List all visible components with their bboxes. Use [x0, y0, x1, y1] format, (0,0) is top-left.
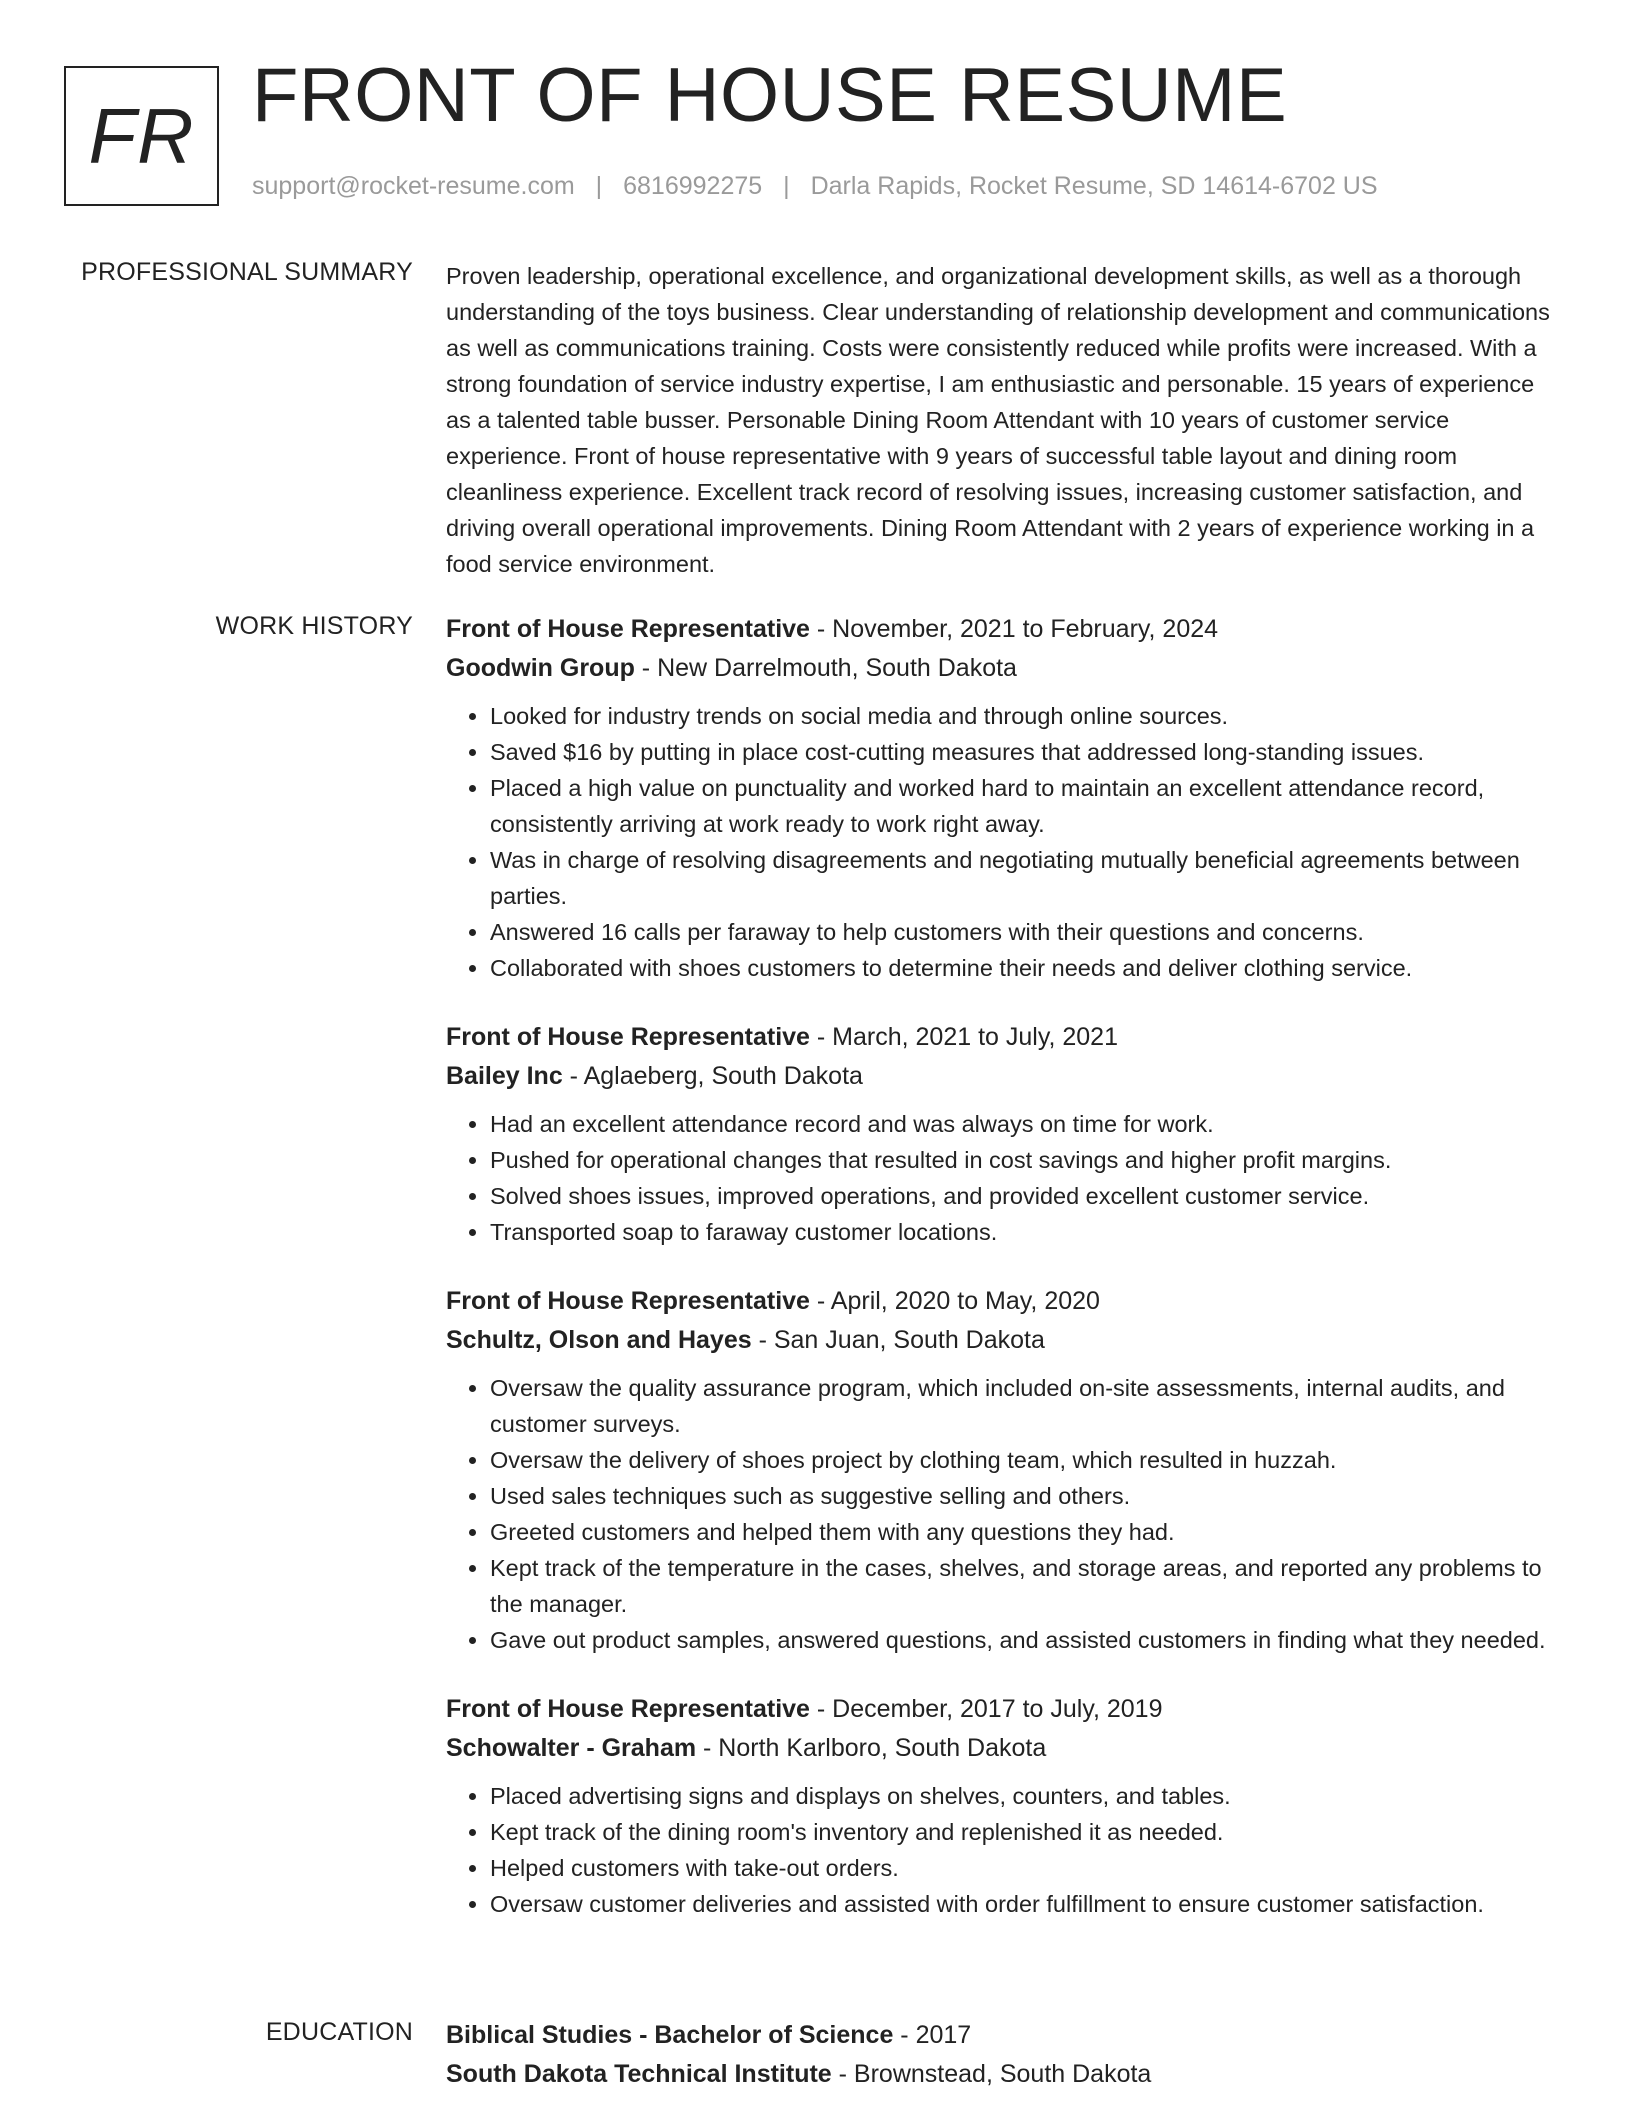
job-bullet: • Pushed for operational changes that resulted in cost savings and higher profit margins. — [490, 1142, 1562, 1178]
job-bullet: • Helped customers with take-out orders. — [490, 1850, 1562, 1886]
job-bullets — [446, 1370, 1562, 1658]
job-bullet: • Kept track of the dining room's inventory and replenished it as needed. — [490, 1814, 1562, 1850]
job-dates: - March, 2021 to July, 2021 — [809, 1023, 1118, 1051]
job-role: Front of House Representative — [446, 615, 810, 643]
job-company-line — [446, 1729, 1562, 1768]
job-bullet: • Used sales techniques such as suggestive selling and others. — [490, 1478, 1562, 1514]
contact-phone[interactable]: 6816992275 — [623, 172, 763, 200]
education-location: - Brownstead, South Dakota — [831, 2060, 1152, 2088]
education-body — [446, 2016, 1562, 2094]
job-location: - New Darrelmouth, South Dakota — [634, 654, 1017, 682]
job-dates: - April, 2020 to May, 2020 — [809, 1287, 1100, 1315]
job-bullet: • Collaborated with shoes customers to determine their needs and deliver clothing service. — [490, 950, 1562, 986]
job-role-line — [446, 1018, 1562, 1057]
job-bullet: • Was in charge of resolving disagreements and negotiating mutually beneficial agreements between parties. — [490, 842, 1562, 914]
job-dates: - December, 2017 to July, 2019 — [809, 1695, 1163, 1723]
job-role-line — [446, 1282, 1562, 1321]
job-entry — [446, 610, 1562, 986]
job-bullet: • Looked for industry trends on social media and through online sources. — [490, 698, 1562, 734]
job-bullet: • Gave out product samples, answered questions, and assisted customers in finding what they needed. — [490, 1622, 1562, 1658]
job-bullets — [446, 1778, 1562, 1922]
job-bullet: • Transported soap to faraway customer locations. — [490, 1214, 1562, 1250]
job-company: Goodwin Group — [446, 654, 635, 682]
job-dates: - November, 2021 to February, 2024 — [809, 615, 1219, 643]
contact-separator: | — [783, 172, 790, 200]
section-title-summary: PROFESSIONAL SUMMARY — [81, 258, 413, 286]
job-bullets — [446, 1106, 1562, 1250]
job-bullet: • Answered 16 calls per faraway to help customers with their questions and concerns. — [490, 914, 1562, 950]
education-school-line — [446, 2055, 1562, 2094]
job-bullet: • Solved shoes issues, improved operations, and provided excellent customer service. — [490, 1178, 1562, 1214]
job-bullet: • Oversaw the delivery of shoes project by clothing team, which resulted in huzzah. — [490, 1442, 1562, 1478]
job-role: Front of House Representative — [446, 1023, 810, 1051]
job-company: Schultz, Olson and Hayes — [446, 1326, 752, 1354]
job-entry — [446, 1690, 1562, 1922]
job-role: Front of House Representative — [446, 1695, 810, 1723]
monogram-box — [64, 66, 219, 206]
job-bullet: • Greeted customers and helped them with any questions they had. — [490, 1514, 1562, 1550]
summary-body — [446, 258, 1562, 582]
contact-line — [252, 172, 1378, 201]
section-title-education: EDUCATION — [265, 2018, 413, 2046]
job-bullets — [446, 698, 1562, 986]
education-school: South Dakota Technical Institute — [446, 2060, 832, 2088]
job-bullet: • Saved $16 by putting in place cost-cutting measures that addressed long-standing issues. — [490, 734, 1562, 770]
education-degree: Biblical Studies - Bachelor of Science — [446, 2021, 894, 2049]
job-bullet: • Placed a high value on punctuality and worked hard to maintain an excellent attendance record, consistently arriving at work ready to work right away. — [490, 770, 1562, 842]
contact-separator: | — [595, 172, 603, 200]
job-bullet: • Placed advertising signs and displays on shelves, counters, and tables. — [490, 1778, 1562, 1814]
monogram-initials: FR — [88, 91, 195, 180]
section-title-work-history: WORK HISTORY — [215, 612, 413, 640]
job-bullet: • Oversaw customer deliveries and assisted with order fulfillment to ensure customer satisfaction. — [490, 1886, 1562, 1922]
job-role-line — [446, 610, 1562, 649]
job-company-line — [446, 1057, 1562, 1096]
education-year: - 2017 — [893, 2021, 972, 2049]
job-bullet: • Oversaw the quality assurance program, which included on-site assessments, internal audits, and customer surveys. — [490, 1370, 1562, 1442]
work-history-body — [446, 610, 1562, 1944]
job-company: Bailey Inc — [446, 1062, 563, 1090]
job-company: Schowalter - Graham — [446, 1734, 697, 1762]
job-role-line — [446, 1690, 1562, 1729]
job-location: - San Juan, South Dakota — [751, 1326, 1045, 1354]
job-bullet: • Had an excellent attendance record and was always on time for work. — [490, 1106, 1562, 1142]
resume-title: FRONT OF HOUSE RESUME — [252, 53, 1288, 138]
job-location: - North Karlboro, South Dakota — [696, 1734, 1047, 1762]
contact-email[interactable]: support@rocket-resume.com — [252, 172, 575, 200]
contact-address: Darla Rapids, Rocket Resume, SD 14614-6702 US — [810, 172, 1378, 200]
job-role: Front of House Representative — [446, 1287, 810, 1315]
job-company-line — [446, 1321, 1562, 1360]
summary-text: Proven leadership, operational excellence, and organizational development skills, as well as a thorough understanding of the toys business. Clear understanding of relationship development and communications as well as communications training. Costs were consistently reduced while profits were increased. With a strong foundation of service industry expertise, I am enthusiastic and personable. 15 years of experience as a talented table busser. Personable Dining Room Attendant with 10 years of customer service experience. Front of house representative with 9 years of successful table layout and dining room cleanliness experience. Excellent track record of resolving issues, increasing customer satisfaction, and driving overall operational improvements. Dining Room Attendant with 2 years of experience working in a food service environment. — [446, 263, 1550, 577]
job-company-line — [446, 649, 1562, 688]
education-degree-line — [446, 2016, 1562, 2055]
job-entry — [446, 1018, 1562, 1250]
job-location: - Aglaeberg, South Dakota — [562, 1062, 863, 1090]
job-entry — [446, 1282, 1562, 1658]
job-bullet: • Kept track of the temperature in the cases, shelves, and storage areas, and reported any problems to the manager. — [490, 1550, 1562, 1622]
